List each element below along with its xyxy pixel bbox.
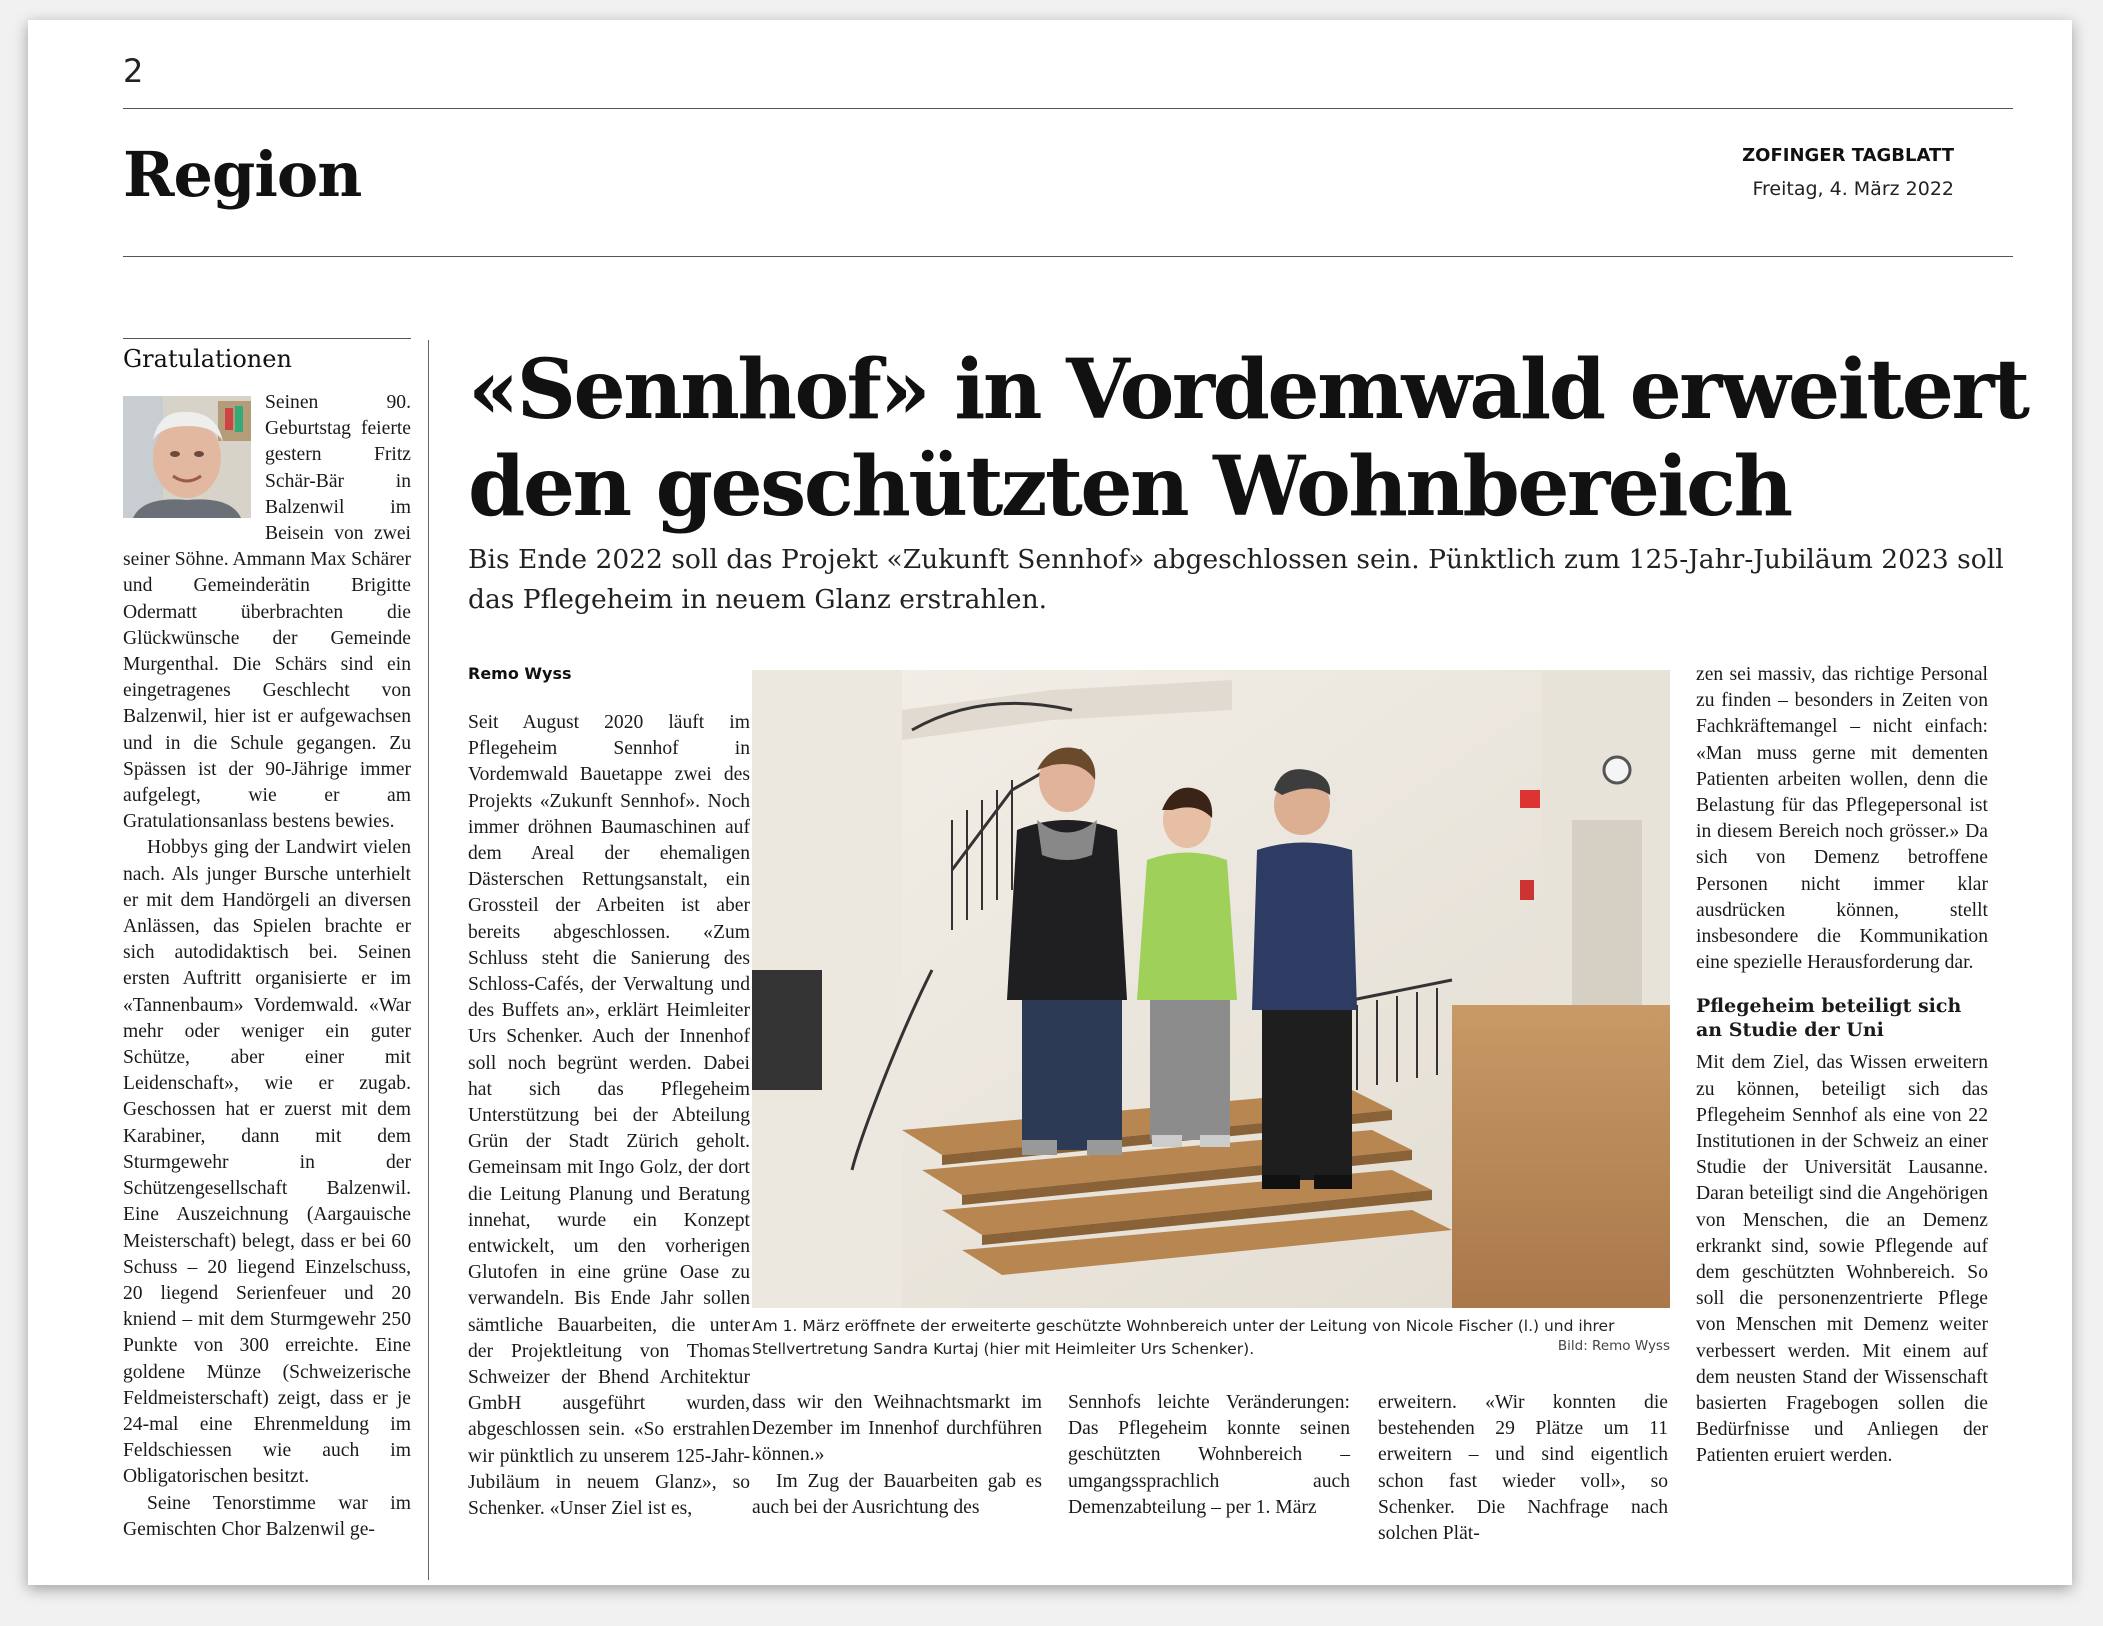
- article-column-3: [1068, 1390, 1350, 1521]
- gratulationen-paragraph-2: Hobbys ging der Landwirt vielen nach. Als junger Bursche unterhielt er mit dem Handörgeli an diversen Anlässen, das Spielen brachte er sich autodidaktisch bei. Seinen ersten Auftritt organisierte er im «Tannenbaum» Vordemwald. «War mehr oder weniger ein guter Schütze, aber einer mit Leidenschaft», wie er zugab. Geschossen hat er zuerst mit dem Karabiner, dann mit dem Sturmgewehr in der Schützengesellschaft Balzenwil. Eine Auszeichnung (Aargauische Meisterschaft) belegt, dass er bei 60 Schuss – 20 liegend Einzelschuss, 20 liegend Serienfeuer und 20 kniend – mit dem Sturmgewehr 250 Punkte von 300 erreichte. Eine goldene Münze (Schweizerische Feldmeisterschaft) zeigt, dass er je 24-mal eine Ehrenmeldung im Feldschiessen wie auch im Obligatorischen besitzt.: [123, 837, 411, 1488]
- article-column-4: [1378, 1390, 1668, 1547]
- article-col5-paragraph-2: Mit dem Ziel, das Wissen erweitern zu können, beteiligt sich das Pflegeheim Sennhof als eine von 22 Institutionen in der Schweiz an einer Studie der Universität Lausanne. Daran beteiligt sind die Angehörigen von Menschen, die an Demenz erkrankt sind, sowie Pflegende auf dem geschützten Wohnbereich. So soll die personenzentrierte Pflege von Menschen mit Demenz weiter verbessert werden. Mit einem auf dem neusten Stand der Wissenschaft basierten Fragebogen sollen die Bedürfnisse und Anliegen der Patienten eruiert werden.: [1696, 1052, 1988, 1467]
- article-col1-text: Seit August 2020 läuft im Pflegeheim Sennhof in Vordemwald Bauetappe zwei des Projekts «Zukunft Sennhof». Noch immer dröhnen Baumaschinen auf dem Areal der ehemaligen Dästerschen Rettungsanstalt, ein Grossteil der Arbeiten ist aber bereits abgeschlossen. «Zum Schluss steht die Sanierung des Schloss-Cafés, der Verwaltung und des Buffets an», erklärt Heimleiter Urs Schenker. Auch der Innenhof soll noch begrünt werden. Dabei hat sich das Pflegeheim Unterstützung bei der Abteilung Grün der Stadt Zürich geholt. Gemeinsam mit Ingo Golz, der dort die Leitung Planung und Beratung innehat, wurde ein Konzept entwickelt, um den vorherigen Glutofen in eine grüne Oase zu verwandeln. Bis Ende Jahr sollen sämtliche Bauarbeiten, die unter der Projektleitung von Thomas Schweizer der Bhend Architektur GmbH ausgeführt wurden, abgeschlossen sein. «So erstrahlen wir pünktlich zu unserem 125-Jahr-Jubiläum in neuem Glanz», so Schenker. «Unser Ziel ist es,: [468, 712, 750, 1520]
- article-col2-paragraph-2: Im Zug der Bauarbeiten gab es auch bei der Ausrichtung des: [752, 1470, 1042, 1518]
- photo-credit: Bild: Remo Wyss: [1557, 1338, 1670, 1354]
- header-rule: [123, 256, 2013, 257]
- article-column-2: [752, 1390, 1042, 1521]
- section-title: Region: [123, 138, 362, 211]
- gratulationen-top-rule: [123, 338, 411, 339]
- gratulationen-text: [123, 390, 411, 1543]
- page-number: 2: [123, 52, 144, 90]
- article-column-1: [468, 710, 750, 1522]
- column-separator: [428, 340, 429, 1580]
- portrait-photo: [123, 396, 251, 518]
- article-subheading: Pflegeheim beteiligt sich an Studie der Uni: [1696, 995, 1962, 1042]
- photo-caption: Am 1. März eröffnete der erweiterte geschützte Wohnbereich unter der Leitung von Nicole Fischer (l.) und ihrer Stellvertretung Sandra Kurtaj (hier mit Heimleiter Urs Schenker).: [752, 1317, 1615, 1358]
- article-lead: Bis Ende 2022 soll das Projekt «Zukunft Sennhof» abgeschlossen sein. Pünktlich zum 125-Jahr-Jubiläum 2023 soll das Pflegeheim in neuem Glanz erstrahlen.: [468, 544, 2004, 615]
- gratulationen-paragraph-3: Seine Tenorstimme war im Gemischten Chor Balzenwil ge-: [123, 1492, 411, 1540]
- newspaper-name: ZOFINGER TAGBLATT: [1742, 145, 1954, 166]
- article-author: Remo Wyss: [468, 664, 572, 683]
- gratulationen-title: Gratulationen: [123, 345, 292, 373]
- article-col2-paragraph-1: dass wir den Weihnachtsmarkt im Dezember im Innenhof durchführen können.»: [752, 1392, 1042, 1466]
- article-headline: «Sennhof» in Vordemwald erweitert den geschützten Wohnbereich: [468, 342, 2028, 535]
- article-col3-text: Sennhofs leichte Veränderungen: Das Pflegeheim konnte seinen geschützten Wohnbereich – umgangssprachlich auch Demenzabteilung – per 1. März: [1068, 1392, 1350, 1518]
- article-col5-paragraph-1: zen sei massiv, das richtige Personal zu finden – besonders in Zeiten von Fachkräftemangel – nicht einfach: «Man muss gerne mit dementen Patienten arbeiten wollen, denn die Belastung für das Pflegepersonal ist in diesem Bereich noch grösser.» Da sich von Demenz betroffene Personen nicht immer klar ausdrücken können, stellt insbesondere die Kommunikation eine spezielle Herausforderung dar.: [1696, 664, 1988, 974]
- stairwell-photo-illustration: [752, 670, 1670, 1308]
- top-rule: [123, 108, 2013, 109]
- gratulationen-paragraph-1: Seinen 90. Geburtstag feierte gestern Fritz Schär-Bär in Balzenwil im Beisein von zwei seiner Söhne. Ammann Max Schärer und Gemeinderätin Brigitte Odermatt überbrachten die Glückwünsche der Gemeinde Murgenthal. Die Schärs sind ein eingetragenes Geschlecht von Balzenwil, hier ist er aufgewachsen und in die Schule gegangen. Zu Spässen ist der 90-Jährige immer aufgelegt, wie er am Gratulationsanlass bestens bewies.: [123, 392, 411, 833]
- article-col4-text: erweitern. «Wir konnten die bestehenden 29 Plätze um 11 erweitern – und sind eigentlich schon fast wieder voll», so Schenker. Die Nachfrage nach solchen Plät-: [1378, 1392, 1668, 1545]
- article-column-5: [1696, 662, 1988, 1470]
- issue-date: Freitag, 4. März 2022: [1752, 178, 1954, 200]
- newspaper-page: [28, 20, 2072, 1585]
- article-photo: [752, 670, 1670, 1308]
